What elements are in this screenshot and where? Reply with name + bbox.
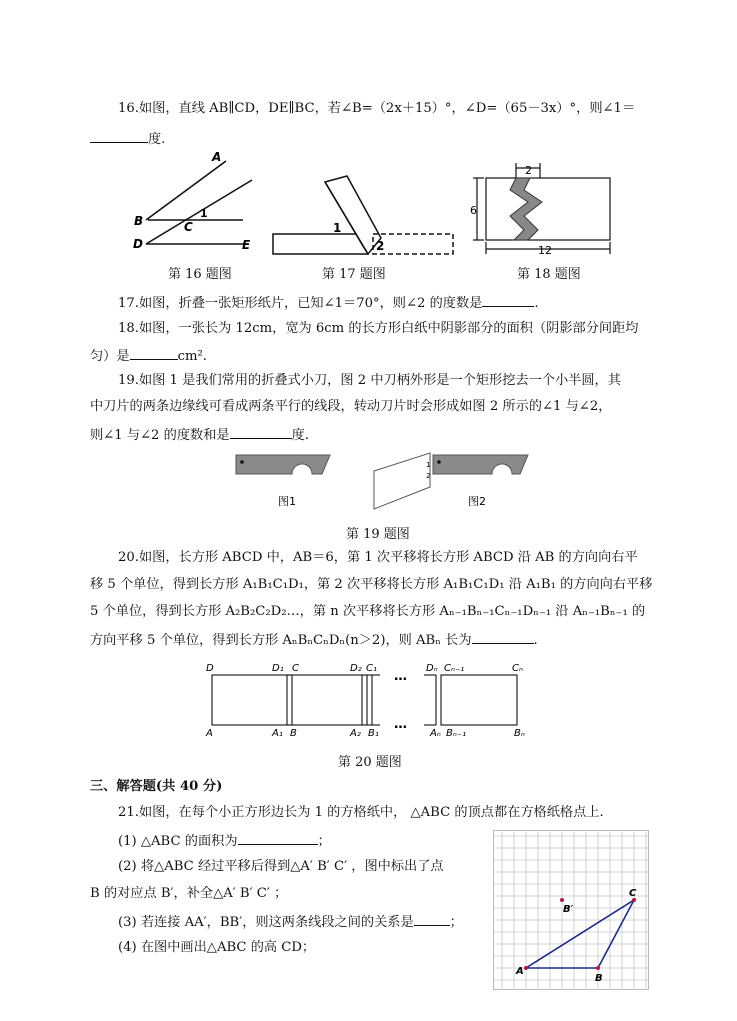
section-3-title: 三、解答题(共 40 分) — [90, 779, 223, 794]
q16-text-line1: 16.如图，直线 AB∥CD，DE∥BC，若∠B=（2x＋15）°，∠D=（65－3x）°，则∠1＝ — [118, 101, 636, 116]
figure-18 — [470, 160, 620, 255]
q21-part2-line2: B 的对应点 B′，补全△A′ B′ C′ ； — [90, 886, 288, 901]
label-c: C — [184, 220, 193, 234]
q18-answer-blank[interactable] — [130, 345, 178, 360]
grid-label-b: B — [595, 973, 603, 984]
q17-end: . — [534, 296, 539, 311]
paper-rect — [486, 178, 610, 240]
q21-part1 — [118, 830, 331, 852]
top-labels — [206, 663, 523, 674]
q21-p1-text: (1) △ABC 的面积为 — [118, 834, 238, 849]
dim-2: 2 — [525, 164, 532, 177]
q16-answer-blank[interactable] — [90, 128, 148, 143]
q21-p3-blank[interactable] — [414, 911, 450, 926]
label-d2: D₂ — [350, 663, 362, 674]
point-b-prime — [560, 898, 564, 902]
grid-label-b-prime: B′ — [563, 904, 574, 915]
fig17-caption: 第 17 题图 — [322, 267, 386, 282]
label-a2: A₂ — [350, 728, 361, 739]
label-a1: A₁ — [272, 728, 283, 739]
q19-suffix: 度. — [291, 428, 309, 443]
line-ab — [146, 161, 226, 220]
q19-text-line2: 中刀片的两条边缘线可看成两条平行的线段，转动刀片时会形成如图 2 所示的∠1 与∠2， — [90, 399, 612, 414]
fig16-caption: 第 16 题图 — [168, 267, 232, 282]
q20-text-line3: 5 个单位，得到长方形 A₂B₂C₂D₂…，第 n 次平移将长方形 Aₙ₋₁Bₙ₋₁Cₙ₋₁Dₙ₋₁ 沿 Aₙ₋₁Bₙ₋₁ 的 — [90, 604, 646, 619]
grid-label-c: C — [629, 888, 637, 899]
label-cn-1: Cₙ₋₁ — [444, 663, 465, 674]
q21-intro: 21.如图，在每个小正方形边长为 1 的方格纸中， △ABC 的顶点都在方格纸格点上. — [118, 805, 604, 820]
rect-abcd — [212, 675, 292, 725]
rect-anbncndn — [441, 675, 517, 725]
knife-figure-1 — [236, 455, 330, 508]
label-c: C — [292, 663, 299, 674]
q17-text — [118, 292, 539, 314]
fig2-label: 图2 — [468, 495, 486, 508]
label-d1: D₁ — [272, 663, 284, 674]
q20-text-line4 — [90, 629, 538, 651]
q18-text-line2 — [90, 345, 207, 367]
q21-part3 — [118, 911, 463, 933]
label-b1: B₁ — [368, 728, 379, 739]
line-cd — [146, 180, 252, 244]
q20-answer-blank[interactable] — [472, 629, 534, 644]
figure-16 — [128, 152, 258, 254]
fig19-caption: 第 19 题图 — [346, 527, 410, 542]
label-b: B — [134, 214, 144, 228]
label-b: B — [290, 728, 297, 739]
q17-prompt: 17.如图，折叠一张矩形纸片，已知∠1＝70°，则∠2 的度数是 — [118, 296, 483, 311]
q18-prefix: 匀）是 — [90, 349, 130, 364]
label-d: D — [206, 663, 214, 674]
svg-text:1: 1 — [426, 461, 431, 469]
knife-figure-2 — [374, 453, 528, 509]
q19-text-line1: 19.如图 1 是我们常用的折叠式小刀，图 2 中刀柄外形是一个矩形挖去一个小半圆，其 — [118, 373, 621, 388]
dashed-strip — [373, 234, 453, 254]
label-d: D — [133, 237, 143, 251]
ellipsis-bottom: … — [394, 717, 407, 732]
figure-21-grid[interactable] — [493, 830, 649, 990]
fig20-caption: 第 20 题图 — [338, 755, 402, 770]
dim-12: 12 — [538, 244, 552, 255]
label-an: Aₙ — [430, 728, 441, 739]
bottom-labels — [205, 728, 525, 739]
q19-answer-blank[interactable] — [230, 424, 292, 439]
label-a: A — [212, 152, 222, 164]
q20-text-line1: 20.如图，长方形 ABCD 中，AB＝6，第 1 次平移将长方形 ABCD 沿 AB 的方向向右平 — [118, 550, 638, 565]
label-c1: C₁ — [366, 663, 377, 674]
q21-part2-line1: (2) 将△ABC 经过平移后得到△A′ B′ C′ ，图中标出了点 — [118, 859, 444, 874]
folded-strip-bottom — [273, 234, 368, 254]
figure-20 — [200, 656, 540, 742]
q20-prefix: 方向平移 5 个单位，得到长方形 AₙBₙCₙDₙ(n＞2)，则 ABₙ 长为 — [90, 633, 472, 648]
fig18-caption: 第 18 题图 — [517, 267, 581, 282]
figure-19 — [230, 449, 530, 521]
angle-1-label: 1 — [333, 221, 342, 235]
q21-p1-blank[interactable] — [238, 830, 318, 845]
q18-unit: cm². — [177, 349, 207, 364]
q18-text-line1: 18.如图，一张长为 12cm，宽为 6cm 的长方形白纸中阴影部分的面积（阴影部分间距均 — [118, 321, 639, 336]
q21-part4: (4) 在图中画出△ABC 的高 CD； — [118, 940, 316, 955]
q19-text-line3 — [90, 424, 309, 446]
q20-end: . — [533, 633, 538, 648]
angle-1-label: 1 — [200, 207, 208, 220]
svg-text:2: 2 — [426, 472, 431, 480]
q21-p3-text: (3) 若连接 AA′，BB′，则这两条线段之间的关系是 — [118, 915, 414, 930]
figure-17 — [265, 170, 460, 258]
folded-strip-part — [325, 176, 381, 254]
label-a: A — [206, 728, 213, 739]
shaded-zigzag — [510, 178, 542, 240]
q20-text-line2: 移 5 个单位，得到长方形 A₁B₁C₁D₁，第 2 次平移将长方形 A₁B₁C₁D₁ 沿 A₁B₁ 的方向向右平移 — [90, 577, 653, 592]
fig1-label: 图1 — [278, 495, 296, 508]
rect-a1b1c1d1 — [287, 675, 367, 725]
q16-text-line2 — [90, 128, 165, 150]
dim-6: 6 — [470, 204, 477, 217]
q17-answer-blank[interactable] — [482, 292, 534, 307]
label-cn: Cₙ — [512, 663, 523, 674]
label-bn-1: Bₙ₋₁ — [446, 728, 467, 739]
ellipsis-top: … — [394, 669, 407, 684]
q19-prefix: 则∠1 与∠2 的度数和是 — [90, 428, 230, 443]
q21-p1-end: ； — [317, 834, 331, 849]
label-dn: Dₙ — [426, 663, 438, 674]
angle-2-label: 2 — [376, 239, 385, 253]
q16-suffix: 度. — [148, 132, 166, 147]
q21-p3-end: ； — [449, 915, 463, 930]
label-bn: Bₙ — [514, 728, 525, 739]
grid-label-a: A — [516, 966, 524, 977]
label-e: E — [242, 238, 251, 252]
